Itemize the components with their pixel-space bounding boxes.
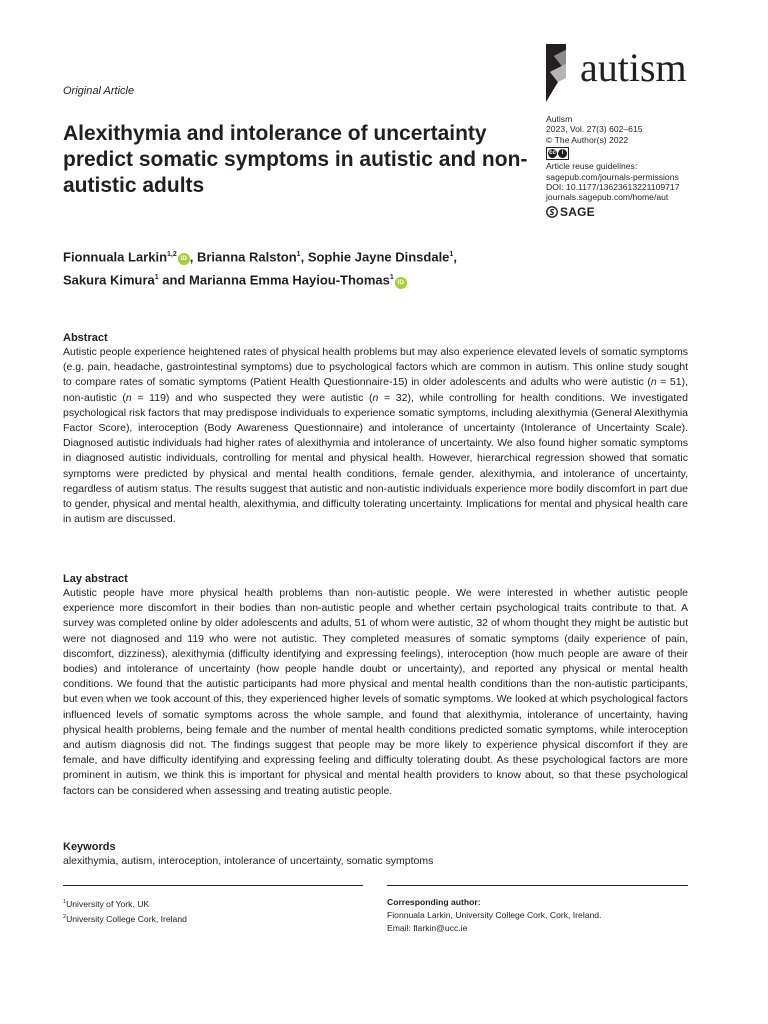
autism-logo-mark-icon: [544, 42, 584, 104]
lay-abstract-heading: Lay abstract: [63, 573, 128, 585]
author-name: Sakura Kimura: [63, 272, 155, 288]
meta-journal-link[interactable]: journals.sagepub.com/home/aut: [546, 192, 669, 203]
meta-reuse-label: Article reuse guidelines:: [546, 161, 638, 172]
author-list: Fionnuala Larkin$^{1,2}$iD , Brianna Ralston$^1$, Sophie Jayne Dinsdale$^1$, Sakura Kimura$^1$ and Marianna Emma Hayiou-Thomas$^1$iD: [63, 249, 457, 288]
publisher-logo: [546, 206, 696, 218]
author-name: Fionnuala Larkin: [63, 249, 168, 265]
corresponding-author: [387, 896, 601, 935]
meta-reuse-link[interactable]: sagepub.com/journals-permissions: [546, 171, 679, 182]
footnote-divider-right: [387, 885, 688, 886]
author-affiliation-mark: 1: [154, 274, 159, 282]
author-affiliation-mark: 1: [389, 274, 394, 282]
author-affiliation-mark: 1: [449, 251, 454, 258]
article-title: Alexithymia and intolerance of uncertainty predict somatic symptoms in autistic and non-autistic adults: [63, 122, 528, 197]
journal-logo-text: autism: [580, 45, 687, 90]
abstract-text: Autistic people experience heightened rates of physical health problems but may also experience elevated levels of somatic symptoms (e.g. pain, headache, gastrointestinal symptoms) due to psychological factors which are common in autism. This online study sought to compare rates of somatic symptoms (Patient Health Questionnaire-15) in older adolescents and adults who were autistic (n = 51), non-autistic (n = 119) and who suspected they were autistic (n = 32), while controlling for health conditions. We investigated psychological risk factors that may predispose individuals to experience somatic symptoms, including alexithymia (General Alexithymia Factor Score), interoception (Body Awareness Questionnaire) and intolerance of uncertainty (Intolerance of Uncertainty Scale). Diagnosed autistic individuals had higher rates of alexithymia and intolerance of uncertainty. We also found higher somatic symptoms in diagnosed autistic individuals, controlling for mental and physical health. However, hierarchical regression showed that somatic symptoms were predicted by physical and mental health conditions, female gender, alexithymia, and intolerance of uncertainty, regardless of autism status. The results suggest that autistic and non-autistic individuals experience more bodily discomfort in part due to gender, physical and mental health, alexithymia, and difficulty tolerating uncertainty. Implications for mental and physical health care in autism are discussed.: [63, 346, 688, 526]
meta-volume: 2023, Vol. 27(3) 602–615: [546, 124, 643, 135]
keywords-section: [63, 840, 688, 869]
creative-commons-icon: cc i: [546, 147, 569, 160]
corresponding-author-address: Fionnuala Larkin, University College Cork, Cork, Ireland.: [387, 910, 602, 920]
journal-meta: [546, 114, 696, 218]
author-affiliation-mark: 1,2: [167, 251, 177, 258]
author-name: Marianna Emma Hayiou-Thomas: [189, 272, 390, 288]
meta-copyright: © The Author(s) 2022: [546, 134, 629, 145]
author-conjunction: and: [162, 272, 186, 288]
author-affiliation-mark: 1: [296, 251, 301, 258]
keywords-heading: Keywords: [63, 841, 116, 853]
corresponding-author-email[interactable]: Email: flarkin@ucc.ie: [387, 923, 468, 933]
lay-abstract-section: [63, 572, 688, 799]
corresponding-author-heading: Corresponding author:: [387, 897, 481, 907]
article-type: Original Article: [63, 85, 135, 97]
meta-journal: Autism: [546, 114, 573, 124]
publisher-name: SAGE: [560, 204, 595, 219]
orcid-icon[interactable]: iD: [178, 253, 190, 265]
abstract-heading: Abstract: [63, 332, 108, 344]
author-name: Sophie Jayne Dinsdale: [307, 249, 450, 265]
keywords-text: alexithymia, autism, interoception, intolerance of uncertainty, somatic symptoms: [63, 855, 434, 867]
affiliation-item: $^1$University of York, UK: [63, 898, 150, 909]
abstract-section: [63, 331, 688, 527]
footnote-divider-left: [63, 885, 363, 886]
author-name: Brianna Ralston: [196, 249, 297, 265]
affiliation-item: $^2$University College Cork, Ireland: [63, 913, 187, 924]
meta-doi[interactable]: DOI: 10.1177/13623613221109717: [546, 182, 680, 193]
orcid-icon[interactable]: iD: [395, 277, 407, 289]
lay-abstract-text: Autistic people have more physical health problems than non-autistic people. We were interested in whether autistic people experience more discomfort in their bodies than non-autistic people and whether certain psychological traits contribute to that. A survey was completed online by older adolescents and adults, 51 of whom were autistic, 32 of whom thought they might be autistic but were not diagnosed and 119 who were not autistic. They completed measures of somatic symptoms (daily experience of pain, discomfort, dizziness), alexithymia (difficulty identifying and expressing feelings), interoception (how much people are aware of their bodies) and intolerance of uncertainty (how people handle doubt or uncertainty), and reported any physical or mental health conditions. We found that the autistic participants had more physical and mental health conditions than the non-autistic participants, but even when we took account of this, they experienced higher levels of somatic symptoms. We looked at which psychological factors influenced levels of somatic symptoms across the whole sample, and found that alexithymia, intolerance of uncertainty, having physical health problems, being female and the number of mental health conditions predicted somatic symptoms, while interoception and autism diagnosis did not. The findings suggest that people may be more likely to experience physical discomfort if they are female, and have difficulty identifying and expressing feeling and difficulty tolerating doubt. As these psychological factors are more prominent in autism, we think this is important for physical and mental health providers to know about, so that these psychological factors can be considered when assessing and treating autistic people.: [63, 587, 688, 797]
sage-logo-icon: [546, 206, 558, 218]
affiliations: [63, 896, 187, 926]
journal-logo: [544, 42, 692, 104]
